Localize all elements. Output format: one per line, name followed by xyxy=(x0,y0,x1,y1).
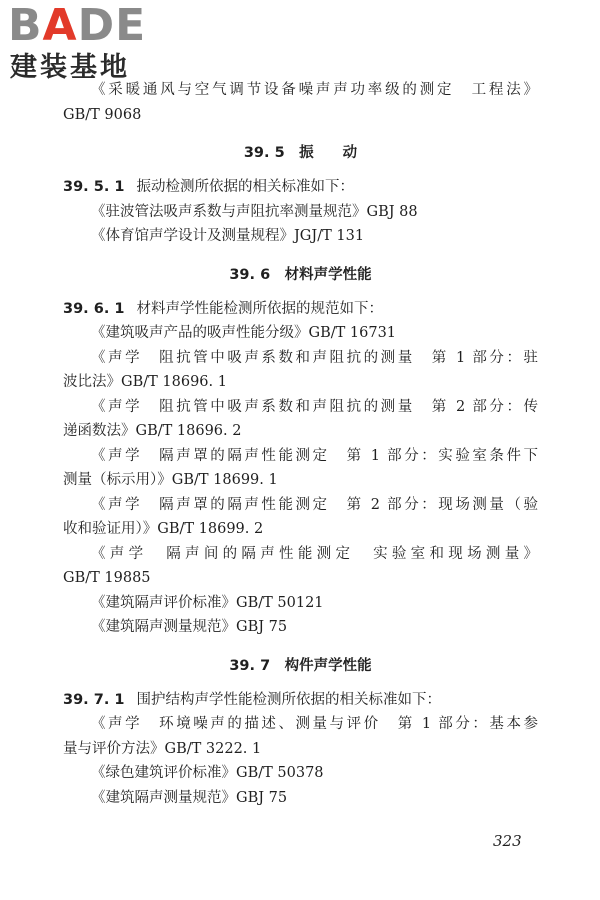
clause-39-6-1 xyxy=(63,297,538,322)
clause-text: 材料声学性能检测所依据的规范如下： xyxy=(136,300,383,317)
text-line: 波比法》GB/T 18696. 1 xyxy=(63,374,227,390)
text-line: 测量（标示用）》GB/T 18699. 1 xyxy=(63,472,278,488)
text-line: 《建筑隔声评价标准》GB/T 50121 xyxy=(91,594,324,611)
text-line: 《建筑隔声测量规范》GBJ 75 xyxy=(91,619,288,635)
logo-accent-letter: A xyxy=(42,0,78,51)
text-line: GB/T 19885 xyxy=(63,570,151,586)
text-line: 《绿色建筑评价标准》GB/T 50378 xyxy=(91,765,324,781)
logo-wordmark: BADE xyxy=(8,0,147,51)
clause-number: 39. 7. 1 xyxy=(63,691,125,708)
section-title-39-7: 39. 7 构件声学性能 xyxy=(229,657,372,674)
clause-number: 39. 5. 1 xyxy=(63,179,125,195)
text-line: 《采暖通风与空气调节设备噪声声功率级的测定 工程法》 xyxy=(91,82,538,98)
text-line: 《声学 阻抗管中吸声系数和声阻抗的测量 第 1 部分：驻 xyxy=(91,349,538,366)
page-body xyxy=(63,78,538,810)
text-line: 《声学 阻抗管中吸声系数和声阻抗的测量 第 2 部分：传 xyxy=(91,398,538,415)
text-line: 《声学 环境噪声的描述、测量与评价 第 1 部分：基本参 xyxy=(91,716,538,732)
clause-text: 振动检测所依据的相关标准如下： xyxy=(136,179,354,195)
bade-logo xyxy=(8,2,178,90)
text-line: 《建筑吸声产品的吸声性能分级》GB/T 16731 xyxy=(91,325,397,341)
text-line: 递函数法》GB/T 18696. 2 xyxy=(63,423,242,439)
section-title-39-6: 39. 6 材料声学性能 xyxy=(229,266,372,283)
standard-item: 《驻波管法吸声系数与声阻抗率测量规范》GBJ 88 xyxy=(91,203,418,220)
clause-text: 围护结构声学性能检测所依据的相关标准如下： xyxy=(136,691,441,708)
clause-39-7-1 xyxy=(63,688,538,713)
text-line: 《建筑隔声测量规范》GBJ 75 xyxy=(91,789,288,806)
standard-item: 《体育馆声学设计及测量规程》JGJ/T 131 xyxy=(91,228,365,244)
clause-number: 39. 6. 1 xyxy=(63,300,125,317)
text-line: 量与评价方法》GB/T 3222. 1 xyxy=(63,740,262,757)
text-line: 《声学 隔声罩的隔声性能测定 第 2 部分：现场测量（验 xyxy=(91,496,538,513)
clause-39-5-1 xyxy=(63,175,538,200)
text-line: 收和验证用）》GB/T 18699. 2 xyxy=(63,521,264,537)
text-line: GB/T 9068 xyxy=(63,106,142,123)
text-line: 《声学 隔声间的隔声性能测定 实验室和现场测量》 xyxy=(91,545,538,562)
text-line: 《声学 隔声罩的隔声性能测定 第 1 部分：实验室条件下 xyxy=(91,447,538,464)
logo-subtitle: 建装基地 xyxy=(10,52,130,83)
page-number: 323 xyxy=(493,832,522,850)
section-title-39-5: 39. 5 振 动 xyxy=(243,145,358,161)
